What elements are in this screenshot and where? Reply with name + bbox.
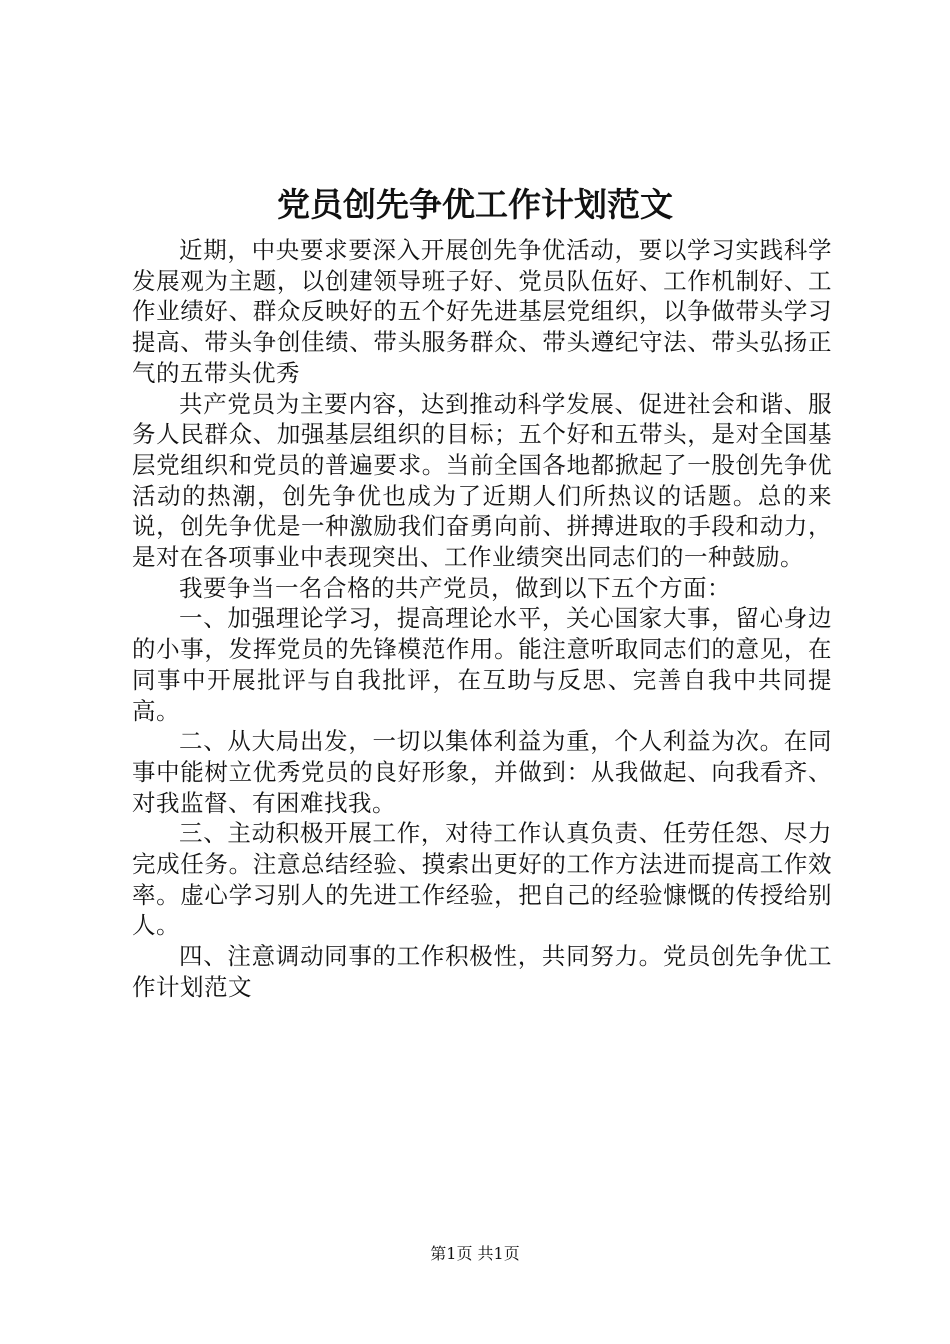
document-title: 党员创先争优工作计划范文 (277, 185, 673, 224)
paragraph-point-1: 一、加强理论学习，提高理论水平，关心国家大事，留心身边的小事，发挥党员的先锋模范作用。能注意听取同志们的意见，在同事中开展批评与自我批评，在互助与反思、完善自我中共同提高。 (132, 604, 832, 725)
paragraph-point-4: 四、注意调动同事的工作积极性，共同努力。党员创先争优工作计划范文 (132, 942, 832, 1001)
page-footer: 第1页 共1页 (430, 1244, 520, 1263)
document-body (132, 235, 832, 1003)
paragraph-intro: 近期，中央要求要深入开展创先争优活动，要以学习实践科学发展观为主题，以创建领导班子好、党员队伍好、工作机制好、工作业绩好、群众反映好的五个好先进基层党组织，以争做带头学习提高、带头争创佳绩、带头服务群众、带头遵纪守法、带头弘扬正气的五带头优秀 (132, 236, 832, 387)
paragraph-commitment: 我要争当一名合格的共产党员，做到以下五个方面： (179, 573, 731, 602)
paragraph-goals: 共产党员为主要内容，达到推动科学发展、促进社会和谐、服务人民群众、加强基层组织的目标；五个好和五带头，是对全国基层党组织和党员的普遍要求。当前全国各地都掀起了一股创先争优活动的热潮，创先争优也成为了近期人们所热议的话题。总的来说，创先争优是一种激励我们奋勇向前、拼搏进取的手段和动力，是对在各项事业中表现突出、工作业绩突出同志们的一种鼓励。 (132, 389, 832, 572)
paragraph-point-2: 二、从大局出发，一切以集体利益为重，个人利益为次。在同事中能树立优秀党员的良好形象，并做到：从我做起、向我看齐、对我监督、有困难找我。 (132, 727, 832, 817)
paragraph-point-3: 三、主动积极开展工作，对待工作认真负责、任劳任怨、尽力完成任务。注意总结经验、摸索出更好的工作方法进而提高工作效率。虚心学习别人的先进工作经验，把自己的经验慷慨的传授给别人。 (132, 819, 832, 940)
